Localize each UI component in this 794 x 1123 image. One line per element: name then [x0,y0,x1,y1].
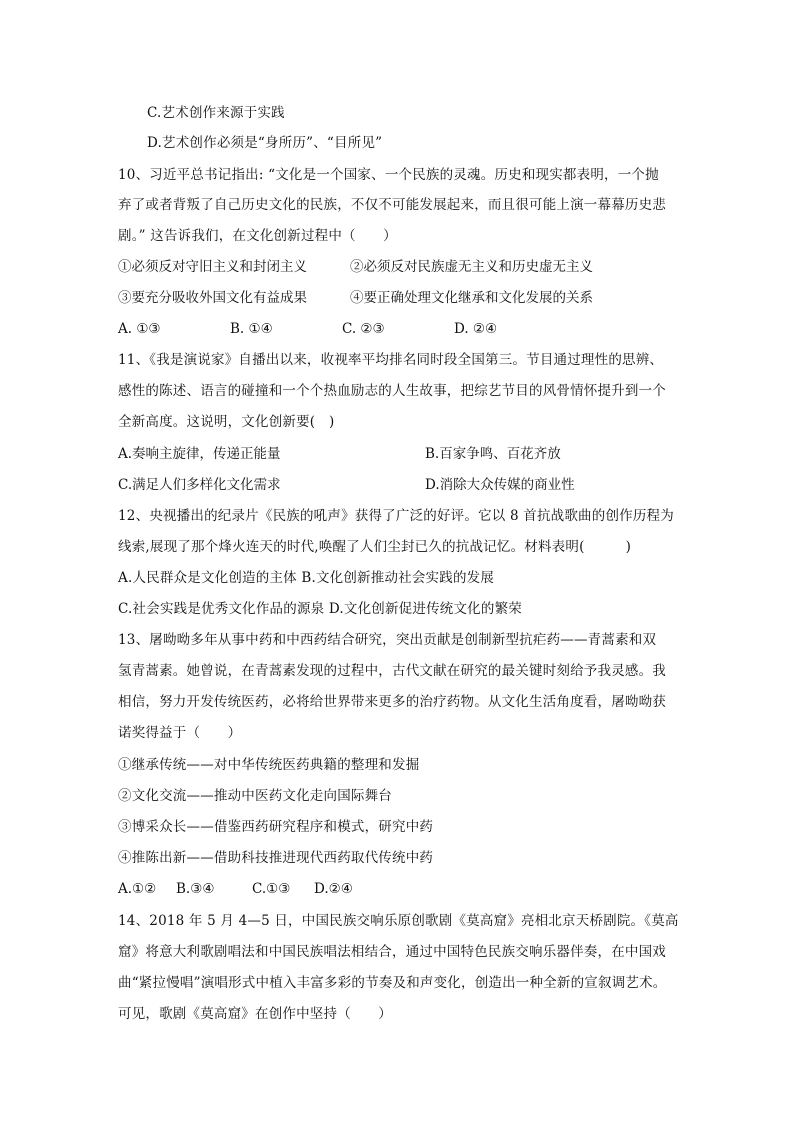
q11-option-d: D.消除大众传媒的商业性 [425,477,575,493]
q13-stem-line-1: 13、屠呦呦多年从事中药和中西药结合研究，突出贡献是创制新型抗疟药——青蒿素和双 [118,632,657,648]
q12-options-line-1: A.人民群众是文化创造的主体 B.文化创新推动社会实践的发展 [118,570,495,586]
q13-option-a: A.①② [118,881,157,897]
q10-stem-line-3: 剧。” 这告诉我们，在文化创新过程中（ ） [118,228,397,244]
q11-option-b: B.百家争鸣、百花齐放 [425,446,561,462]
q13-option-b: B.③④ [176,881,215,897]
q14-stem-line-4: 可见，歌剧《莫高窟》在创作中坚持（ ） [118,1006,392,1022]
q13-stem-line-4: 诺奖得益于（ ） [118,725,242,741]
q10-option-c: C. ②③ [342,321,385,337]
q10-option-a: A. ①③ [118,321,161,337]
q14-stem-line-2: 窟》将意大利歌剧唱法和中国民族唱法相结合，通过中国特色民族交响乐器伴奏，在中国戏 [118,944,666,960]
q11-option-a: A.奏响主旋律，传递正能量 [118,446,281,462]
q13-option-d: D.②④ [314,881,353,897]
q12-stem-line-1: 12、央视播出的纪录片《民族的吼声》获得了广泛的好评。它以 8 首抗战歌曲的创作历程为 [118,508,674,524]
q12-options-line-2: C.社会实践是优秀文化作品的源泉 D.文化创新促进传统文化的繁荣 [118,601,522,617]
q13-statement-4: ④推陈出新——借助科技推进现代西药取代传统中药 [118,850,434,866]
q11-options-row-1 [118,444,598,464]
q13-stem-line-3: 相信，努力开发传统医药，必将给世界带来更多的治疗药物。从文化生活角度看，屠呦呦获 [118,694,666,710]
q13-options [118,879,378,899]
q13-statement-3: ③博采众长——借鉴西药研究程序和模式，研究中药 [118,819,434,835]
q11-stem-line-2: 感性的陈述、语言的碰撞和一个个热血励志的人生故事，把综艺节目的风骨情怀提升到一个 [118,383,666,399]
q9-option-d: D.艺术创作必须是“身所历”、“目所见” [147,135,383,151]
q13-option-c: C.①③ [252,881,291,897]
q11-stem-line-1: 11、《我是演说家》自播出以来，收视率平均排名同时段全国第三。节目通过理性的思辨、 [118,352,664,368]
q10-statements-row-2 [118,288,678,308]
q10-statements-row-1 [118,257,678,277]
q12-stem-line-2: 线索,展现了那个烽火连天的时代,唤醒了人们尘封已久的抗战记忆。材料表明( ) [118,539,632,555]
q13-stem-line-2: 氢青蒿素。她曾说，在青蒿素发现的过程中，古代文献在研究的最关键时刻给予我灵感。我 [118,663,666,679]
q10-statement-2: ②必须反对民族虚无主义和历史虚无主义 [350,259,593,275]
q10-stem-line-1: 10、习近平总书记指出: “文化是一个国家、一个民族的灵魂。历史和现实都表明，一个抛 [118,167,659,183]
q11-options-row-2 [118,475,598,495]
q14-stem-line-3: 曲“紧拉慢唱”演唱形式中植入丰富多彩的节奏及和声变化，创造出一种全新的宣叙调艺术。 [118,975,667,991]
q9-option-c: C.艺术创作来源于实践 [147,105,285,121]
q10-statement-3: ③要充分吸收外国文化有益成果 [118,290,307,306]
q10-option-b: B. ①④ [230,321,273,337]
q13-statement-1: ①继承传统——对中华传统医药典籍的整理和发掘 [118,757,420,773]
q10-stem-line-2: 弃了或者背叛了自己历史文化的民族，不仅不可能发展起来，而且很可能上演一幕幕历史悲 [118,197,666,213]
q11-stem-line-3: 全新高度。这说明，文化创新要( ) [118,414,335,430]
q10-statement-1: ①必须反对守旧主义和封闭主义 [118,259,307,275]
q10-options [118,319,538,339]
q13-statement-2: ②文化交流——推动中医药文化走向国际舞台 [118,788,392,804]
q11-option-c: C.满足人们多样化文化需求 [118,477,281,493]
q10-statement-4: ④要正确处理文化继承和文化发展的关系 [350,290,593,306]
q10-option-d: D. ②④ [454,321,498,337]
q14-stem-line-1: 14、2018 年 5 月 4—5 日，中国民族交响乐原创歌剧《莫高窟》亮相北京天桥剧院。《莫高 [118,913,679,929]
